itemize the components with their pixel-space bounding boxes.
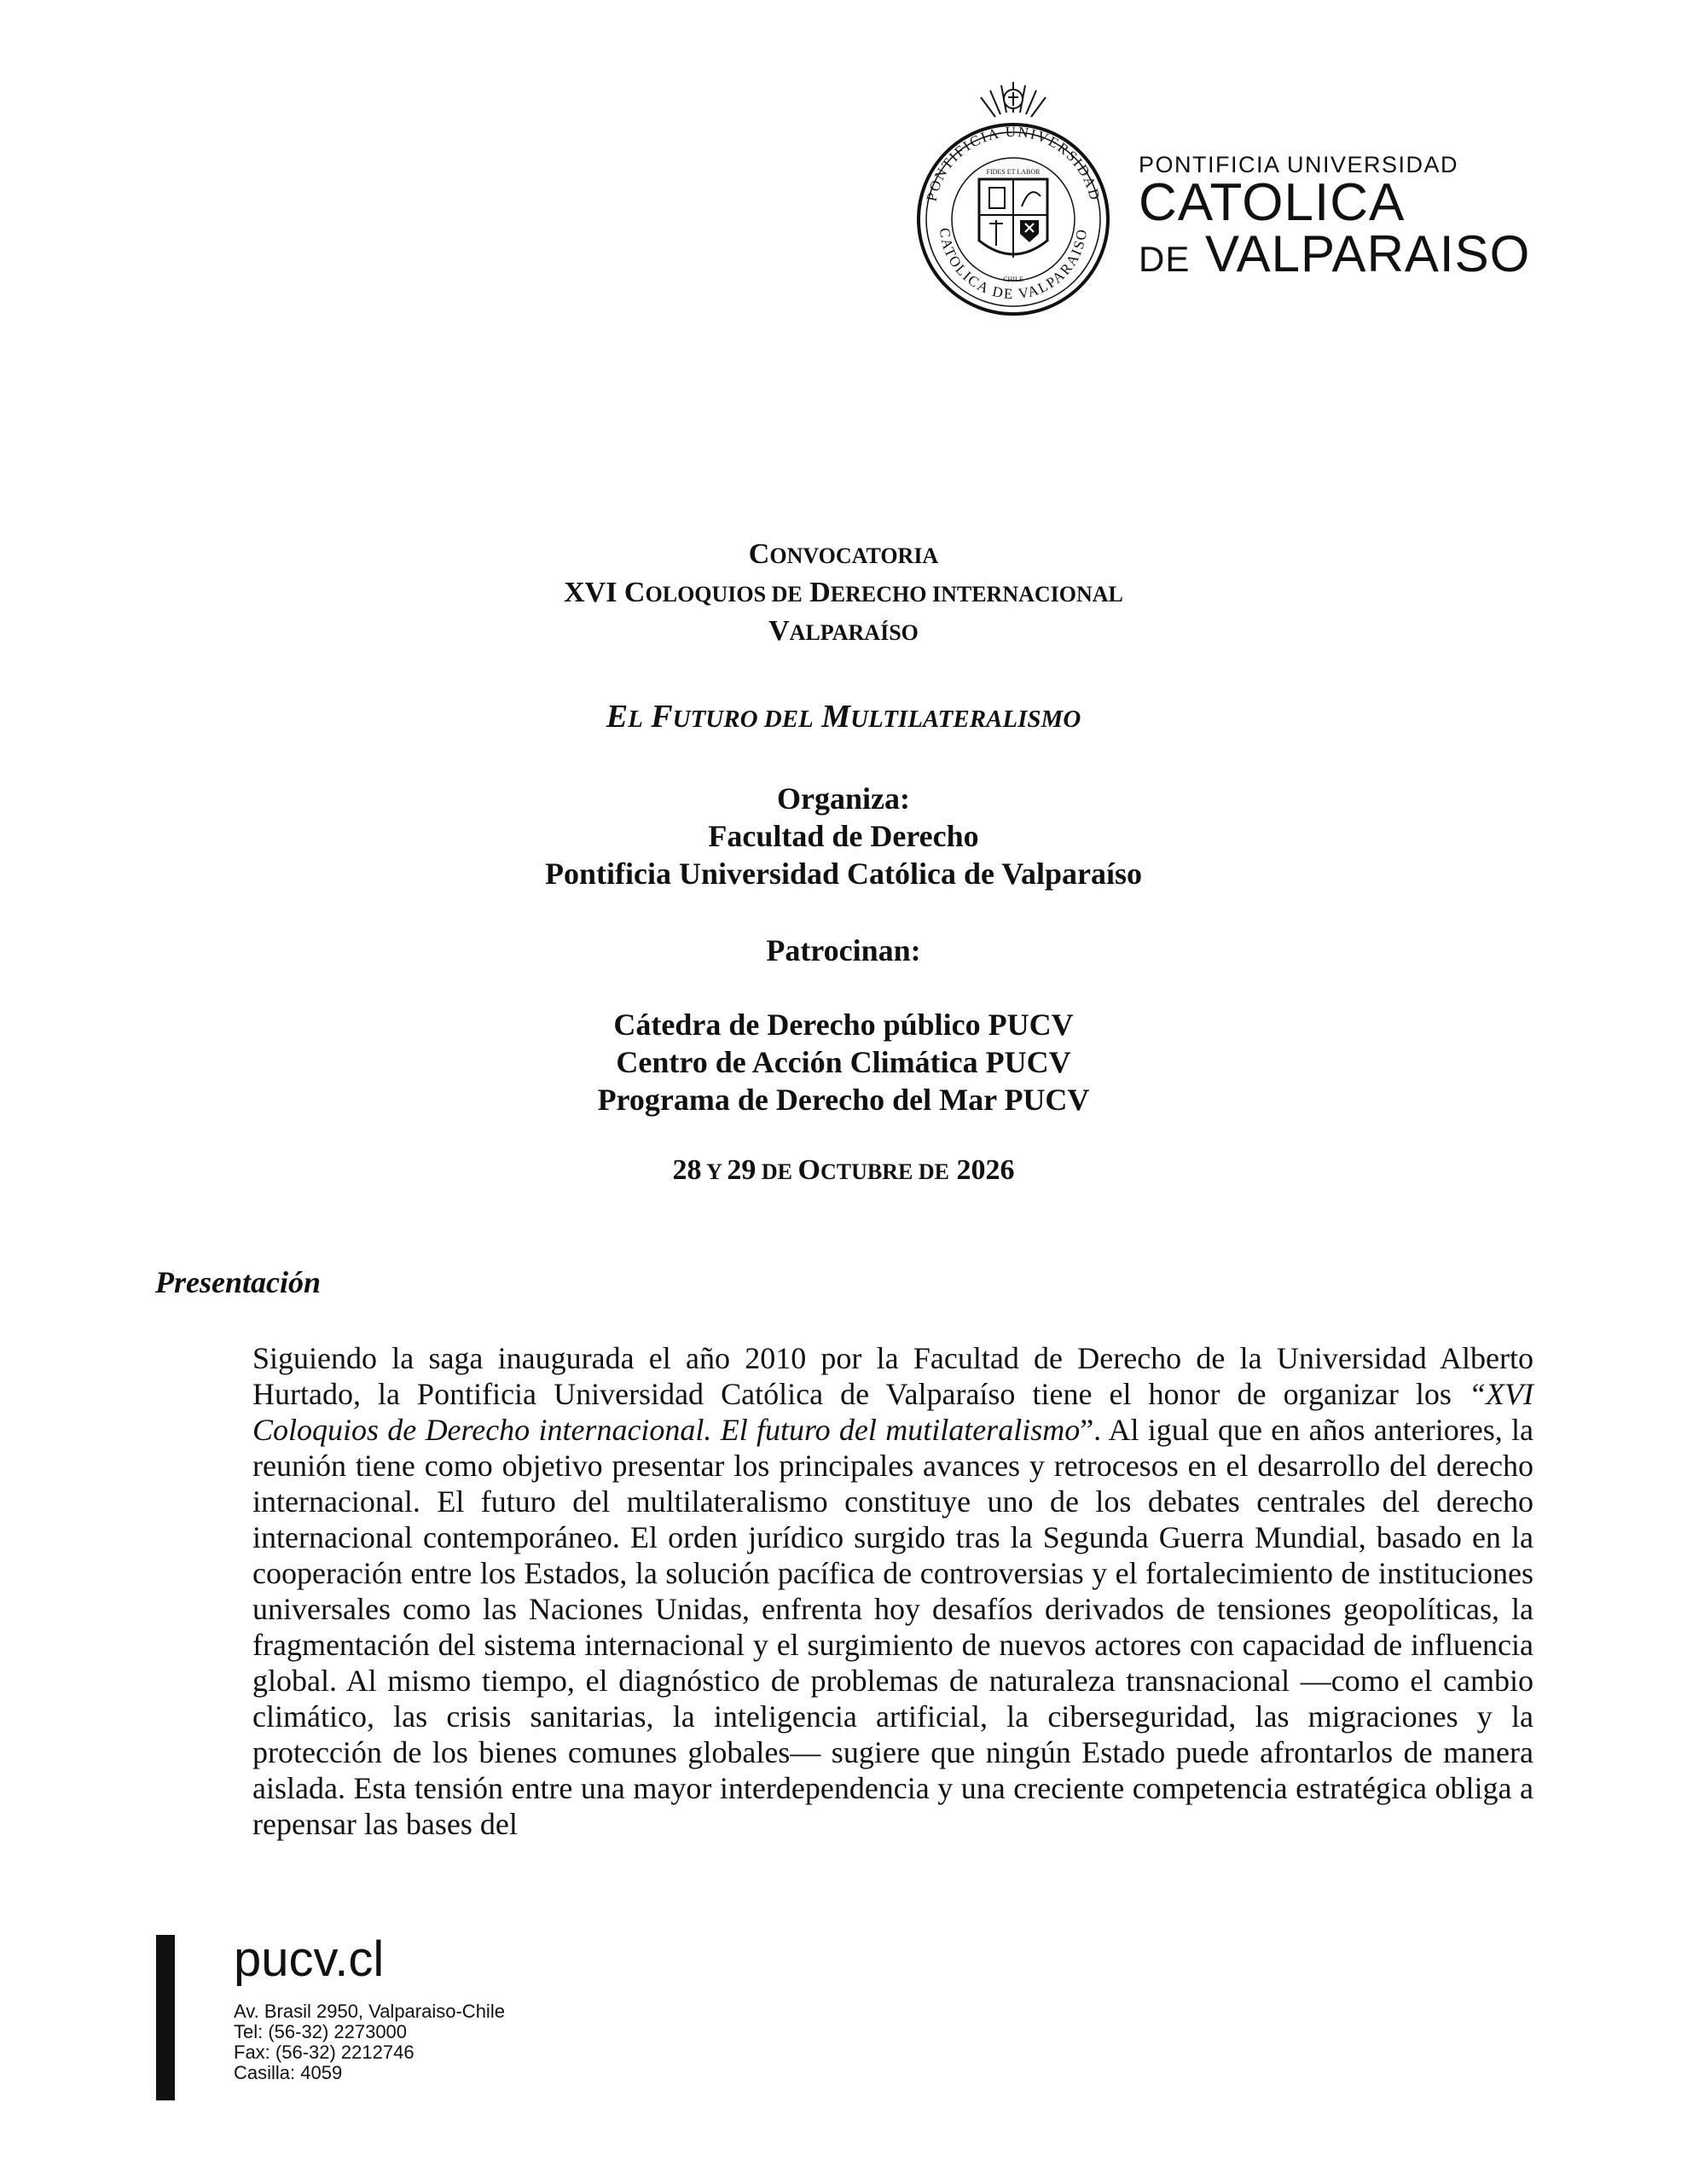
document-title	[0, 536, 1687, 651]
sponsor-item: Centro de Acción Climática PUCV	[616, 1045, 1071, 1079]
event-date: 28 Y 29 DE OCTUBRE DE 2026	[672, 1154, 1015, 1186]
sponsor-item: Cátedra de Derecho público PUCV	[613, 1008, 1074, 1042]
footer-casilla: Casilla: 4059	[234, 2062, 343, 2083]
patrocinan-label: Patrocinan:	[766, 933, 921, 967]
organiza-line-2: Pontificia Universidad Católica de Valparaíso	[544, 857, 1143, 891]
footer-website: pucv.cl	[234, 1931, 385, 1987]
footer-fax: Fax: (56-32) 2212746	[234, 2042, 415, 2063]
organiza-label: Organiza:	[777, 781, 910, 816]
event-subtitle: EL FUTURO DEL MULTILATERALISMO	[606, 699, 1081, 735]
svg-text:FIDES ET LABOR: FIDES ET LABOR	[986, 168, 1041, 176]
title-line-2: XVI COLOQUIOS DE DERECHO INTERNACIONAL	[564, 577, 1123, 608]
university-seal-logo	[906, 78, 1121, 316]
svg-text:CHILE: CHILE	[1003, 276, 1023, 283]
title-line-1: CONVOCATORIA	[748, 538, 939, 570]
sponsor-item: Programa de Derecho del Mar PUCV	[597, 1083, 1090, 1117]
wordmark-line-3: DE VALPARAISO	[1139, 225, 1531, 282]
organiza-line-1: Facultad de Derecho	[708, 819, 979, 853]
svg-text:PONTIFICIA UNIVERSIDAD: PONTIFICIA UNIVERSIDAD	[923, 123, 1104, 203]
wordmark-line-1: PONTIFICIA UNIVERSIDAD	[1139, 152, 1459, 177]
organiza-section	[0, 780, 1687, 892]
presentacion-paragraph: Siguiendo la saga inaugurada el año 2010 por la Facultad de Derecho de la Universidad Alberto Hurtado, la Pontificia Universidad Católica de Valparaíso tiene el honor de organizar los “XVI Coloquios de Derecho internacional. El futuro del mutilateralismo”. Al igual que en años anteriores, la reunión tiene como objetivo presentar los principales avances y retrocesos en el desarrollo del derecho internacional. El futuro del multilateralismo constituye uno de los debates centrales del derecho internacional contemporáneo. El orden jurídico surgido tras la Segunda Guerra Mundial, basado en la cooperación entre los Estados, la solución pacífica de controversias y el fortalecimiento de instituciones universales como las Naciones Unidas, enfrenta hoy desafíos derivados de tensiones geopolíticas, la fragmentación del sistema internacional y el surgimiento de nuevos actores con capacidad de influencia global. Al mismo tiempo, el diagnóstico de problemas de naturaleza transnacional —como el cambio climático, las crisis sanitarias, la inteligencia artificial, la ciberseguridad, las migraciones y la protección de los bienes comunes globales— sugiere que ningún Estado puede afrontarlos de manera aislada. Esta tensión entre una mayor interdependencia y una creciente competencia estratégica obliga a repensar las bases del	[252, 1341, 1533, 1841]
svg-text:CATOLICA DE VALPARAISO: CATOLICA DE VALPARAISO	[936, 227, 1091, 303]
footer-accent-bar	[156, 1935, 175, 2100]
university-wordmark	[1139, 152, 1530, 285]
footer-address: Av. Brasil 2950, Valparaiso-Chile	[234, 2001, 505, 2022]
wordmark-line-2: CATOLICA	[1139, 173, 1406, 232]
footer-tel: Tel: (56-32) 2273000	[234, 2021, 408, 2042]
footer-contact	[234, 2001, 505, 2083]
patrocinan-list	[0, 1006, 1687, 1118]
section-heading-presentacion: Presentación	[155, 1265, 321, 1299]
title-line-3: VALPARAÍSO	[768, 615, 919, 647]
